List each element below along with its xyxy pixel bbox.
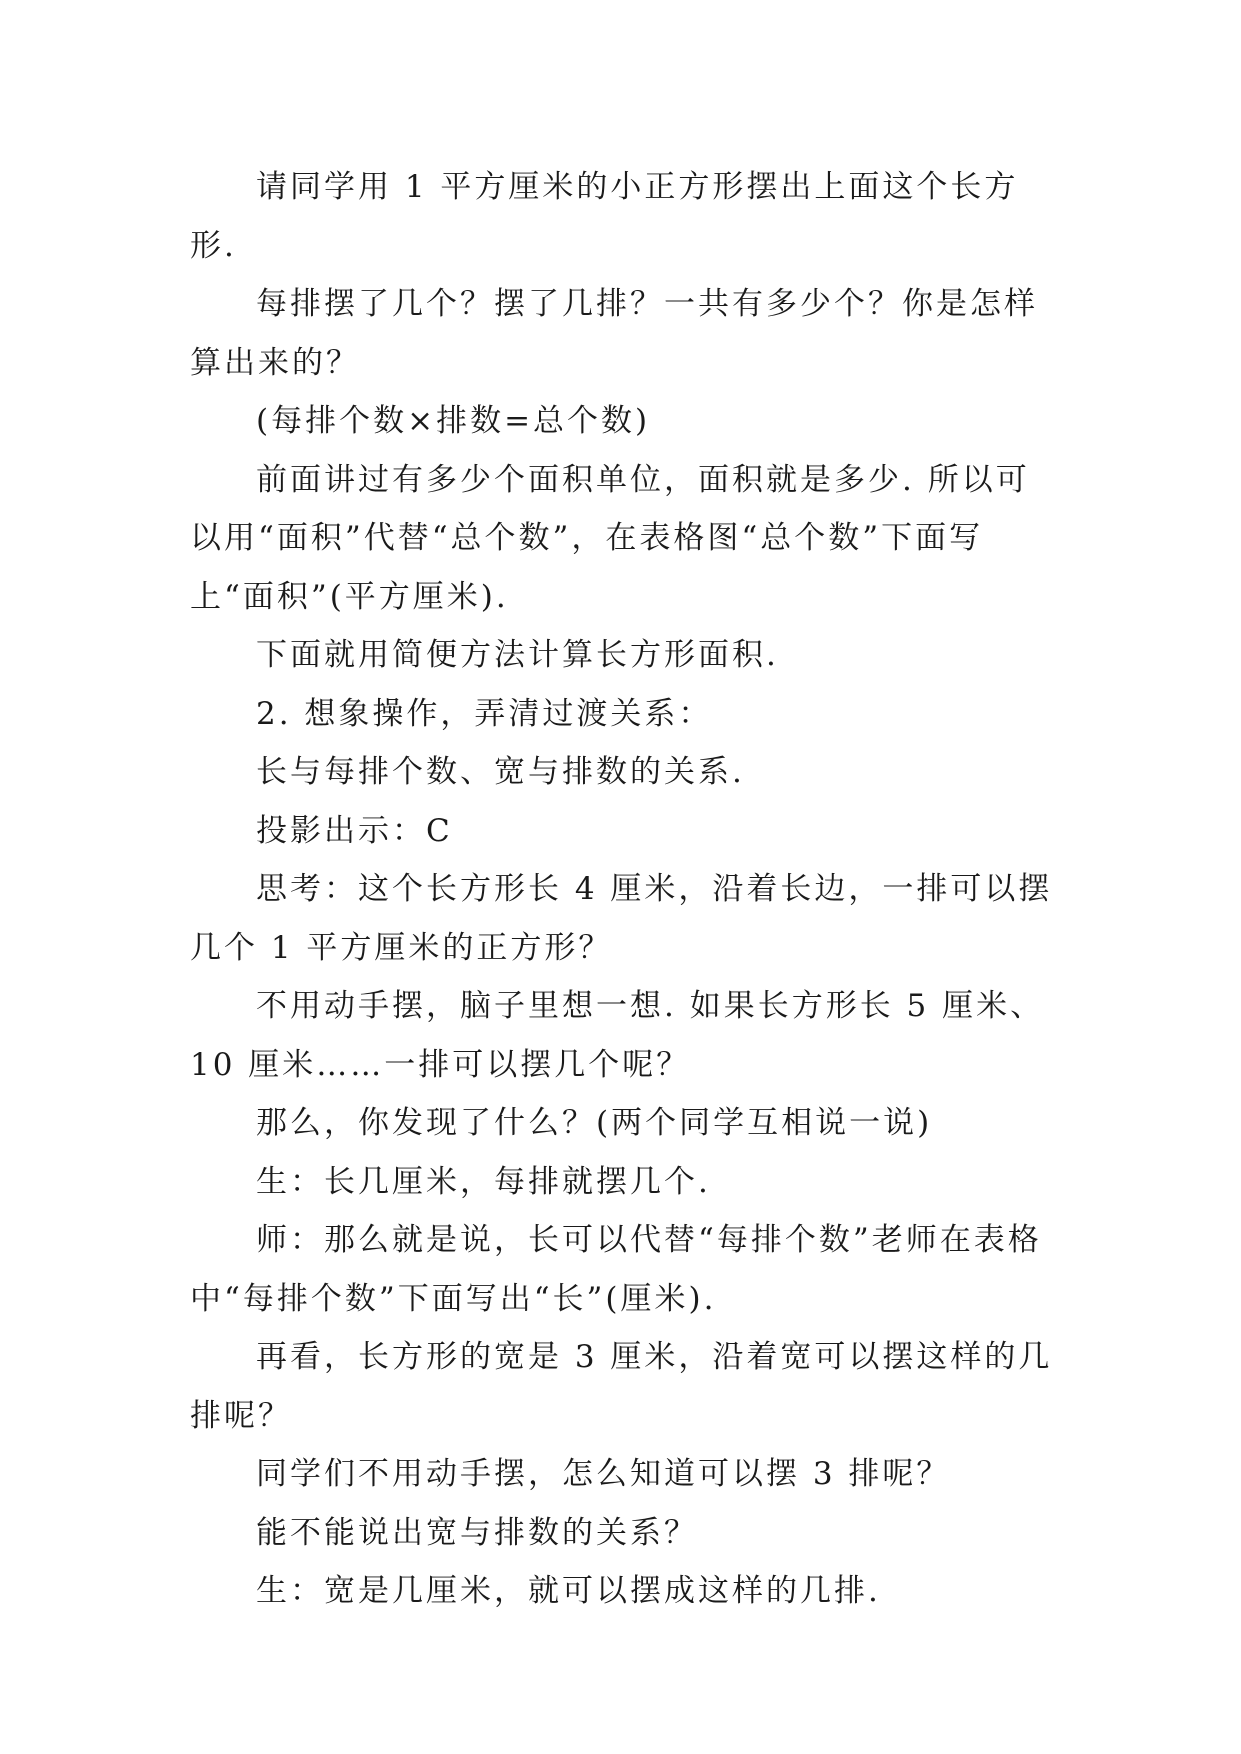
paragraph: 投影出示：C [256,812,453,849]
paragraph: 每排摆了几个？摆了几排？一共有多少个？你是怎样算出来的？ [190,286,1038,381]
paragraph: 请同学用 1 平方厘米的小正方形摆出上面这个长方形. [190,169,1019,264]
paragraph: (每排个数×排数=总个数) [256,403,651,439]
paragraph: 2. 想象操作，弄清过渡关系： [256,695,713,732]
paragraph: 不用动手摆，脑子里想一想. 如果长方形长 5 厘米、10 厘米……一排可以摆几个呢？ [190,988,1045,1083]
paragraph: 前面讲过有多少个面积单位，面积就是多少. 所以可以用“面积”代替“总个数”，在表格图“总个数”下面写上“面积”(平方厘米). [190,461,1030,615]
paragraph: 生：宽是几厘米，就可以摆成这样的几排. [256,1573,881,1609]
paragraph: 再看，长方形的宽是 3 厘米，沿着宽可以摆这样的几排呢？ [190,1339,1053,1434]
paragraph: 下面就用简便方法计算长方形面积. [256,637,779,673]
paragraph: 长与每排个数、宽与排数的关系. [256,754,745,790]
paragraph: 思考：这个长方形长 4 厘米，沿着长边，一排可以摆几个 1 平方厘米的正方形？ [190,871,1053,966]
paragraph: 那么，你发现了什么？(两个同学互相说一说) [256,1105,933,1141]
paragraph: 生：长几厘米，每排就摆几个. [256,1163,711,1200]
paragraph: 师：那么就是说，长可以代替“每排个数”老师在表格中“每排个数”下面写出“长”(厘米). [190,1222,1042,1317]
document-body [190,158,1060,1621]
paragraph: 同学们不用动手摆，怎么知道可以摆 3 排呢？ [256,1456,951,1492]
paragraph: 能不能说出宽与排数的关系？ [256,1514,698,1551]
